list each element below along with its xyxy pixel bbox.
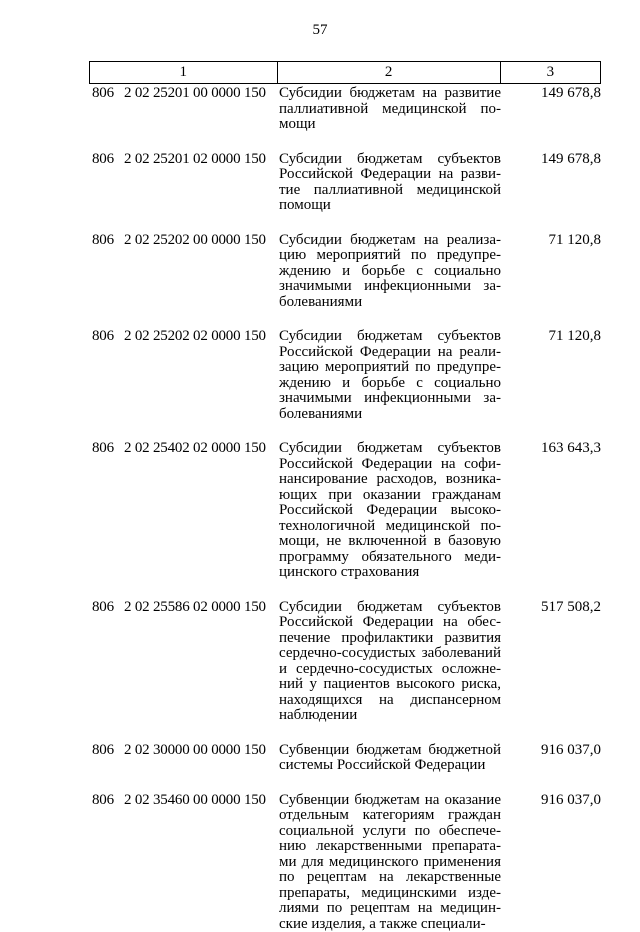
row-amount: 916 037,0 xyxy=(501,793,601,932)
row-amount: 71 120,8 xyxy=(501,329,601,422)
revenue-code: 2 02 30000 00 0000 150 xyxy=(124,742,266,758)
revenue-code: 2 02 25202 02 0000 150 xyxy=(124,328,266,344)
header-col-1: 1 xyxy=(90,62,278,84)
classification-code xyxy=(89,441,277,581)
table-row xyxy=(89,600,601,724)
revenue-code: 2 02 25402 02 0000 150 xyxy=(124,440,266,456)
admin-code: 806 xyxy=(89,600,124,616)
row-description: Субсидии бюджетам на развитие паллиативной медицинской помощи xyxy=(277,86,501,133)
classification-code xyxy=(89,743,277,774)
header-col-2: 2 xyxy=(277,62,500,84)
admin-code: 806 xyxy=(89,793,124,809)
classification-code xyxy=(89,86,277,133)
admin-code: 806 xyxy=(89,329,124,345)
table-row xyxy=(89,329,601,422)
revenue-code: 2 02 25201 02 0000 150 xyxy=(124,151,266,167)
revenue-code: 2 02 25586 02 0000 150 xyxy=(124,599,266,615)
revenue-code: 2 02 25202 00 0000 150 xyxy=(124,232,266,248)
table-row xyxy=(89,152,601,214)
header-col-3: 3 xyxy=(500,62,600,84)
admin-code: 806 xyxy=(89,233,124,249)
row-amount: 71 120,8 xyxy=(501,233,601,311)
page-number: 57 xyxy=(0,22,640,39)
classification-code xyxy=(89,329,277,422)
row-description: Субсидии бюджетам субъектов Российской Федерации на реализацию мероприятий по предупреждению и борьбе с социально значимыми инфекционными заболеваниями xyxy=(277,329,501,422)
table-row xyxy=(89,743,601,774)
row-amount: 163 643,3 xyxy=(501,441,601,581)
revenue-code: 2 02 35460 00 0000 150 xyxy=(124,792,266,808)
table-header xyxy=(89,61,601,84)
revenue-code: 2 02 25201 00 0000 150 xyxy=(124,85,266,101)
row-description: Субсидии бюджетам на реализацию мероприятий по предупреждению и борьбе с социально значимыми инфекционными заболеваниями xyxy=(277,233,501,311)
admin-code: 806 xyxy=(89,152,124,168)
table-row xyxy=(89,233,601,311)
row-amount: 149 678,8 xyxy=(501,152,601,214)
admin-code: 806 xyxy=(89,441,124,457)
table-row xyxy=(89,441,601,581)
row-amount: 149 678,8 xyxy=(501,86,601,133)
admin-code: 806 xyxy=(89,86,124,102)
classification-code xyxy=(89,233,277,311)
classification-code xyxy=(89,600,277,724)
table-body xyxy=(89,86,601,932)
row-description: Субвенции бюджетам бюджетной системы Российской Федерации xyxy=(277,743,501,774)
table-row xyxy=(89,86,601,133)
table-row xyxy=(89,793,601,932)
row-amount: 916 037,0 xyxy=(501,743,601,774)
admin-code: 806 xyxy=(89,743,124,759)
row-description: Субвенции бюджетам на оказание отдельным категориям граждан социальной услуги по обеспечению лекарственными препаратами для медицинского применения по рецептам на лекарственные препараты, медицинскими изделиями по рецептам на медицинские изделия, а также специали- xyxy=(277,793,501,932)
row-description: Субсидии бюджетам субъектов Российской Федерации на развитие паллиативной медицинской помощи xyxy=(277,152,501,214)
row-amount: 517 508,2 xyxy=(501,600,601,724)
classification-code xyxy=(89,793,277,932)
row-description: Субсидии бюджетам субъектов Российской Федерации на обеспечение профилактики развития сердечно-сосудистых заболеваний и сердечно-сосудистых осложнений у пациентов высокого риска, находящихся на диспансерном наблюдении xyxy=(277,600,501,724)
classification-code xyxy=(89,152,277,214)
row-description: Субсидии бюджетам субъектов Российской Федерации на софинансирование расходов, возникающих при оказании гражданам Российской Федерации высокотехнологичной медицинской помощи, не включенной в базовую программу обязательного медицинского страхования xyxy=(277,441,501,581)
